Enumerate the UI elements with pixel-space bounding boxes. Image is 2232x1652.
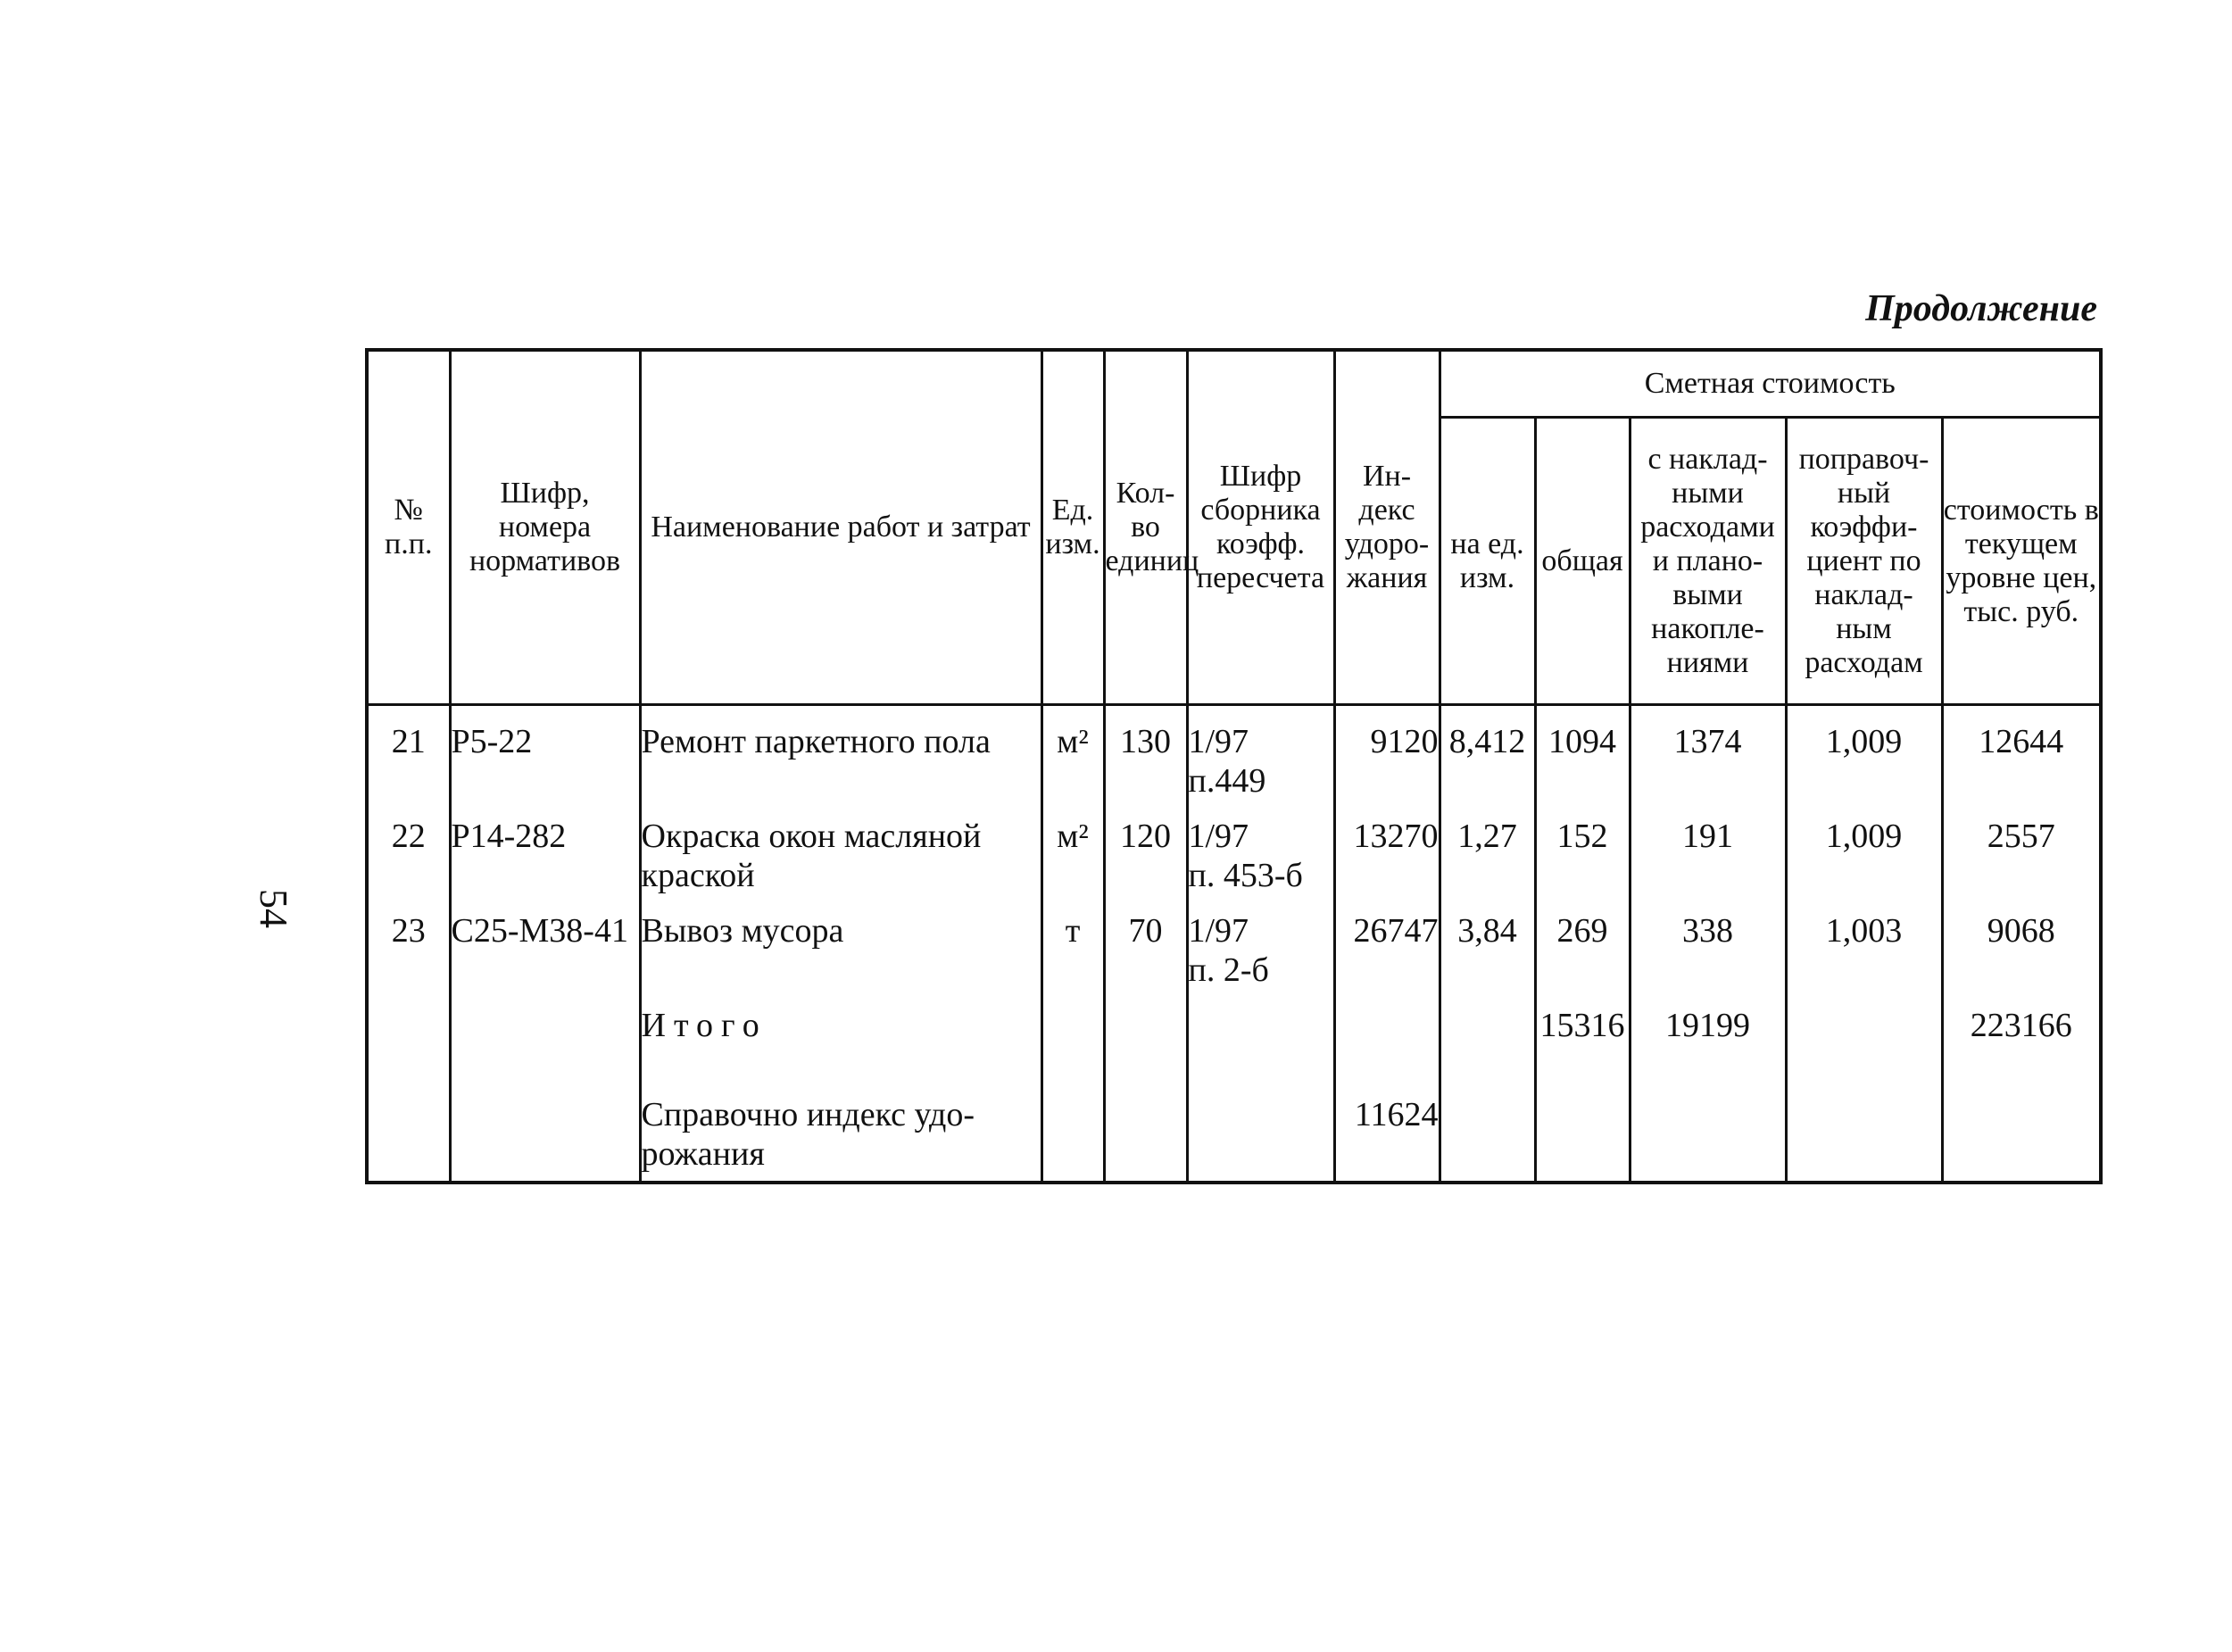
coef-line-1: 1/97 <box>1188 818 1249 855</box>
row-index: 13270 <box>1334 801 1440 895</box>
header-num: № п.п. <box>367 350 450 705</box>
header-correction: поправоч-ный коэффи-циент по наклад-ным расходам <box>1786 418 1942 705</box>
row-correction: 1,003 <box>1786 895 1942 990</box>
row-per-unit: 8,412 <box>1440 705 1535 801</box>
row-current-cost: 9068 <box>1942 895 2101 990</box>
row-coef-code <box>1187 895 1334 990</box>
header-cost-group: Сметная стоимость <box>1440 350 2101 418</box>
row-with-overhead: 338 <box>1630 895 1786 990</box>
table-row <box>367 705 2101 801</box>
row-total: 269 <box>1535 895 1630 990</box>
coef-line-2: п. 453-б <box>1188 857 1303 894</box>
reference-index: 11624 <box>1334 1079 1440 1183</box>
row-name: Вывоз мусора <box>640 895 1041 990</box>
header-qty: Кол-во единиц <box>1104 350 1187 705</box>
row-current-cost: 12644 <box>1942 705 2101 801</box>
coef-line-1: 1/97 <box>1188 912 1249 950</box>
coef-line-2: п.449 <box>1188 762 1266 800</box>
row-with-overhead: 1374 <box>1630 705 1786 801</box>
continuation-label: Продолжение <box>1865 288 2097 329</box>
row-per-unit: 3,84 <box>1440 895 1535 990</box>
coef-line-2: п. 2-б <box>1188 951 1269 989</box>
table-row <box>367 801 2101 895</box>
reference-row <box>367 1079 2101 1183</box>
row-correction: 1,009 <box>1786 705 1942 801</box>
header-total: общая <box>1535 418 1630 705</box>
coef-line-1: 1/97 <box>1188 723 1249 760</box>
row-coef-code <box>1187 801 1334 895</box>
row-unit: т <box>1041 895 1104 990</box>
row-num: 21 <box>367 705 450 801</box>
row-with-overhead: 191 <box>1630 801 1786 895</box>
total-sum: 15316 <box>1535 990 1630 1079</box>
row-code: Р14-282 <box>450 801 640 895</box>
row-unit: м² <box>1041 801 1104 895</box>
row-code: С25-М38-41 <box>450 895 640 990</box>
row-code: Р5-22 <box>450 705 640 801</box>
page-number: 54 <box>252 889 295 928</box>
header-current-cost: стоимость в текущем уровне цен, тыс. руб. <box>1942 418 2101 705</box>
row-name: Окраска окон масляной краской <box>640 801 1041 895</box>
reference-label: Справочно индекс удо-рожания <box>640 1079 1041 1183</box>
row-qty: 70 <box>1104 895 1187 990</box>
total-label: Итого <box>640 990 1041 1079</box>
total-row <box>367 990 2101 1079</box>
row-qty: 120 <box>1104 801 1187 895</box>
header-coef-code: Шифр сборника коэфф. пересчета <box>1187 350 1334 705</box>
header-unit: Ед. изм. <box>1041 350 1104 705</box>
row-qty: 130 <box>1104 705 1187 801</box>
row-current-cost: 2557 <box>1942 801 2101 895</box>
total-current-cost: 223166 <box>1942 990 2101 1079</box>
header-with-overhead: с наклад-ными расходами и плано-выми накопле-ниями <box>1630 418 1786 705</box>
row-per-unit: 1,27 <box>1440 801 1535 895</box>
header-name: Наименование работ и затрат <box>640 350 1041 705</box>
row-index: 9120 <box>1334 705 1440 801</box>
row-total: 152 <box>1535 801 1630 895</box>
row-num: 23 <box>367 895 450 990</box>
estimate-table <box>365 348 2103 1184</box>
total-with-overhead: 19199 <box>1630 990 1786 1079</box>
header-index: Ин-декс удоро-жания <box>1334 350 1440 705</box>
row-num: 22 <box>367 801 450 895</box>
table-row <box>367 895 2101 990</box>
row-name: Ремонт паркетного пола <box>640 705 1041 801</box>
row-total: 1094 <box>1535 705 1630 801</box>
row-unit: м² <box>1041 705 1104 801</box>
row-coef-code <box>1187 705 1334 801</box>
row-correction: 1,009 <box>1786 801 1942 895</box>
header-per-unit: на ед. изм. <box>1440 418 1535 705</box>
header-code: Шифр, номера нормативов <box>450 350 640 705</box>
row-index: 26747 <box>1334 895 1440 990</box>
